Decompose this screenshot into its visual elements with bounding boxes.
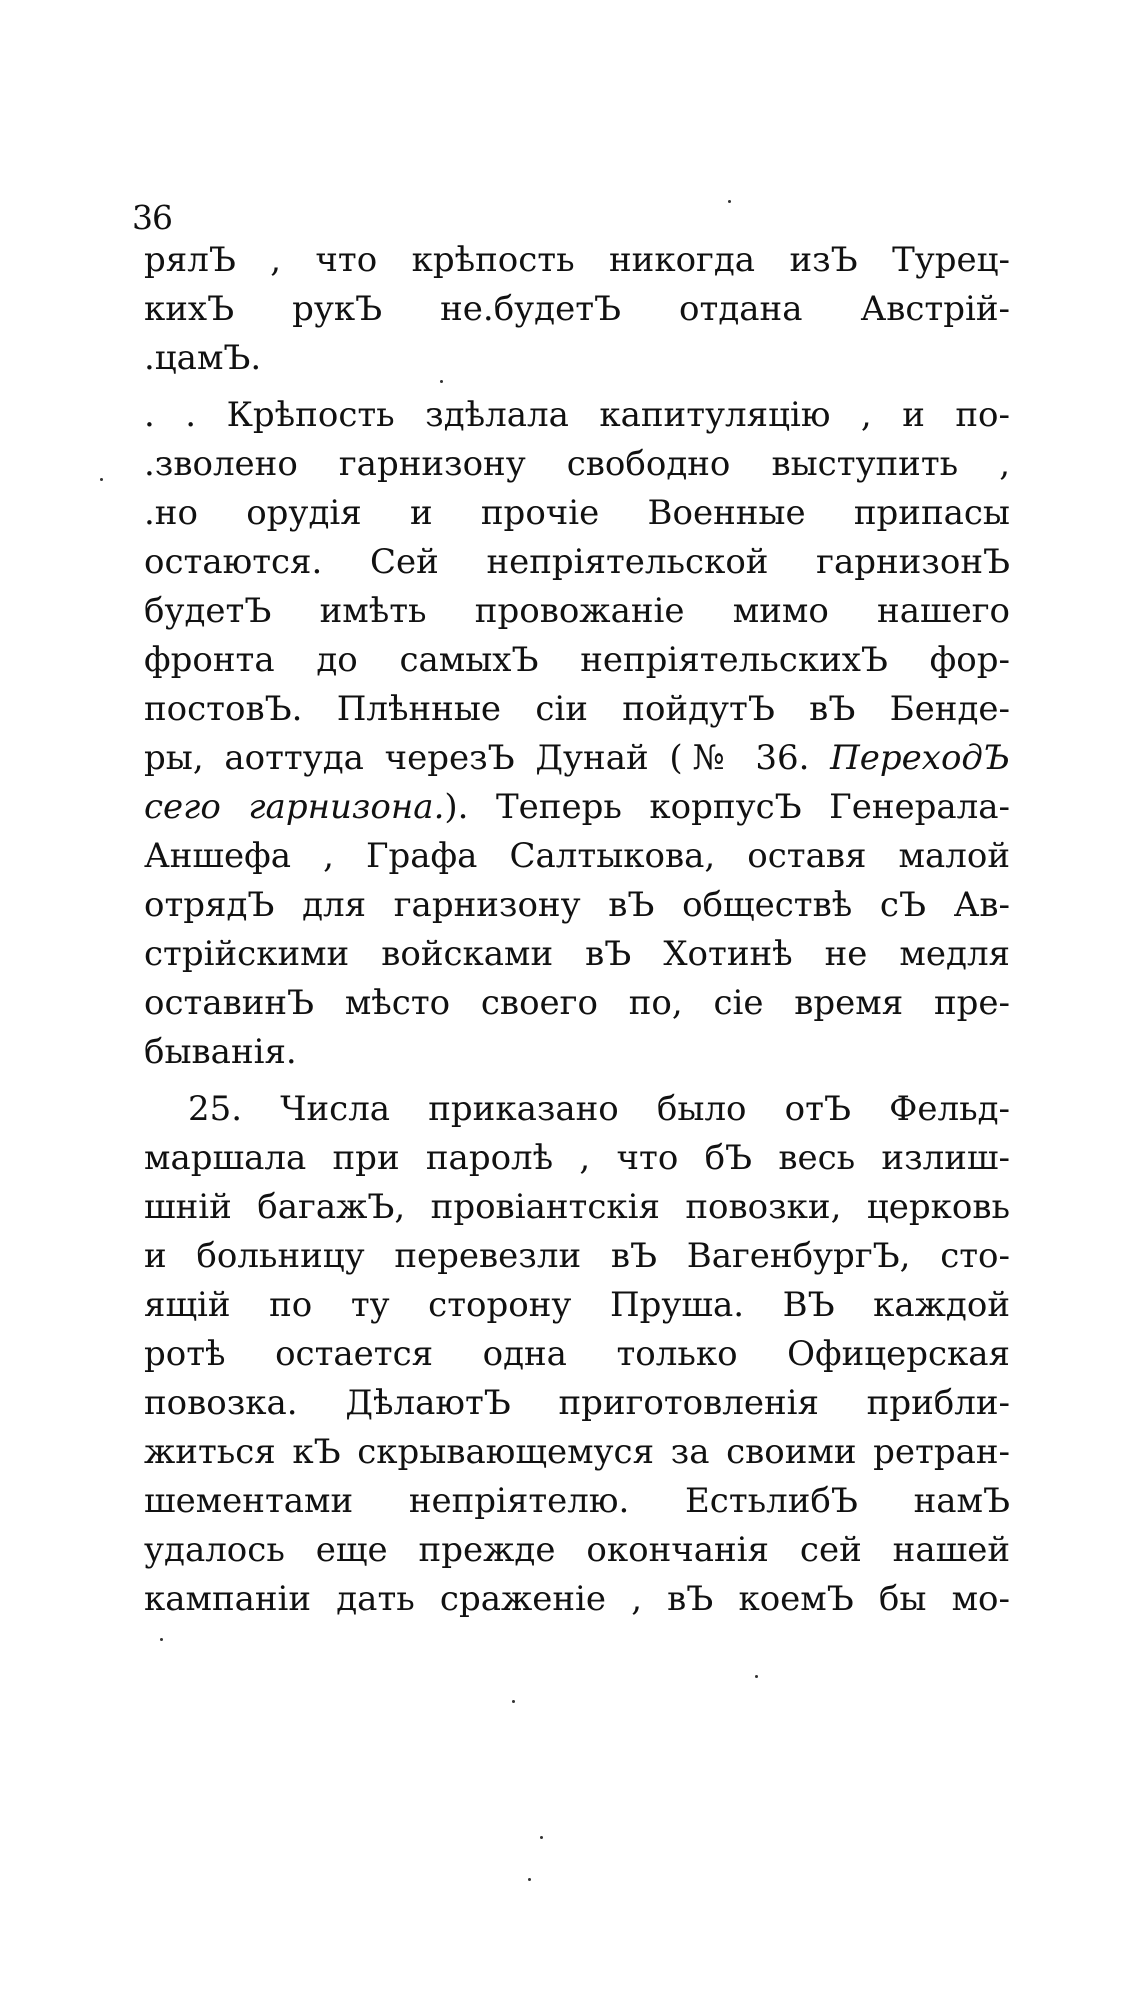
text-line: маршала при паролѣ , что бЪ весь излиш- [144, 1138, 1010, 1178]
scan-speck [440, 380, 443, 383]
scan-speck [540, 1836, 543, 1839]
text-line: 25. Числа приказано было отЪ Фельд- [188, 1089, 1010, 1129]
text-line: и больницу перевезли вЪ ВагенбургЪ, сто- [144, 1236, 1010, 1276]
text-line: .но орудія и прочіе Военные припасы [144, 493, 1010, 533]
scan-speck [755, 1675, 758, 1678]
text-line: постовЪ. Плѣнные сіи пойдутЪ вЪ Бенде- [144, 689, 1010, 729]
page-number: 36 [132, 198, 172, 237]
italic-fragment: сего гарнизона. [144, 787, 445, 827]
text-line: повозка. ДѣлаютЪ приготовленія прибли- [144, 1383, 1010, 1423]
text-line: оставинЪ мѣсто своего по, сіе время пре- [144, 983, 1010, 1023]
text-line: фронта до самыхЪ непріятельскихЪ фор- [144, 640, 1010, 680]
text-line: ротѣ остается одна только Офицерская [144, 1334, 1010, 1374]
text-line: житься кЪ скрывающемуся за своими ретран- [144, 1432, 1010, 1472]
italic-fragment: ПереходЪ [830, 738, 1010, 778]
text-line: Аншефа , Графа Салтыкова, оставя малой [144, 836, 1010, 876]
text-line: рялЪ , что крѣпость никогда изЪ Турец- [144, 240, 1010, 280]
text-line: шементами непріятелю. ЕстьлибЪ намЪ [144, 1481, 1010, 1521]
text-line: быванія. [144, 1032, 297, 1072]
scan-speck [100, 478, 103, 481]
scan-speck [512, 1700, 515, 1703]
text-line: стрійскими войсками вЪ Хотинѣ не медля [144, 934, 1010, 974]
text-line: шній багажЪ, провіантскія повозки, церковь [144, 1187, 1010, 1227]
text-line [144, 738, 1010, 778]
text-line: отрядЪ для гарнизону вЪ обществѣ сЪ Ав- [144, 885, 1010, 925]
text-line: остаются. Сей непріятельской гарнизонЪ [144, 542, 1010, 582]
text-line: ящій по ту сторону Пруша. ВЪ каждой [144, 1285, 1010, 1325]
text-line: кихЪ рукЪ не.будетЪ отдана Австрій- [144, 289, 1010, 329]
text-line [144, 787, 1010, 827]
text-fragment: ры, аоттуда черезЪ Дунай (№ 36. [144, 738, 810, 778]
text-fragment: ). Теперь корпусЪ Генерала- [444, 787, 1010, 827]
scan-speck [160, 1638, 163, 1641]
text-line: удалось еще прежде окончанія сей нашей [144, 1530, 1010, 1570]
scan-speck [528, 1878, 531, 1881]
text-line: .зволено гарнизону свободно выступить , [144, 444, 1010, 484]
scan-speck [728, 200, 731, 203]
text-line: .цамЪ. [144, 338, 262, 378]
text-line: кампаніи дать сраженіе , вЪ коемЪ бы мо- [144, 1579, 1010, 1619]
text-line: . . Крѣпость здѣлала капитуляцію , и по- [144, 395, 1010, 435]
text-line: будетЪ имѣть провожаніе мимо нашего [144, 591, 1010, 631]
